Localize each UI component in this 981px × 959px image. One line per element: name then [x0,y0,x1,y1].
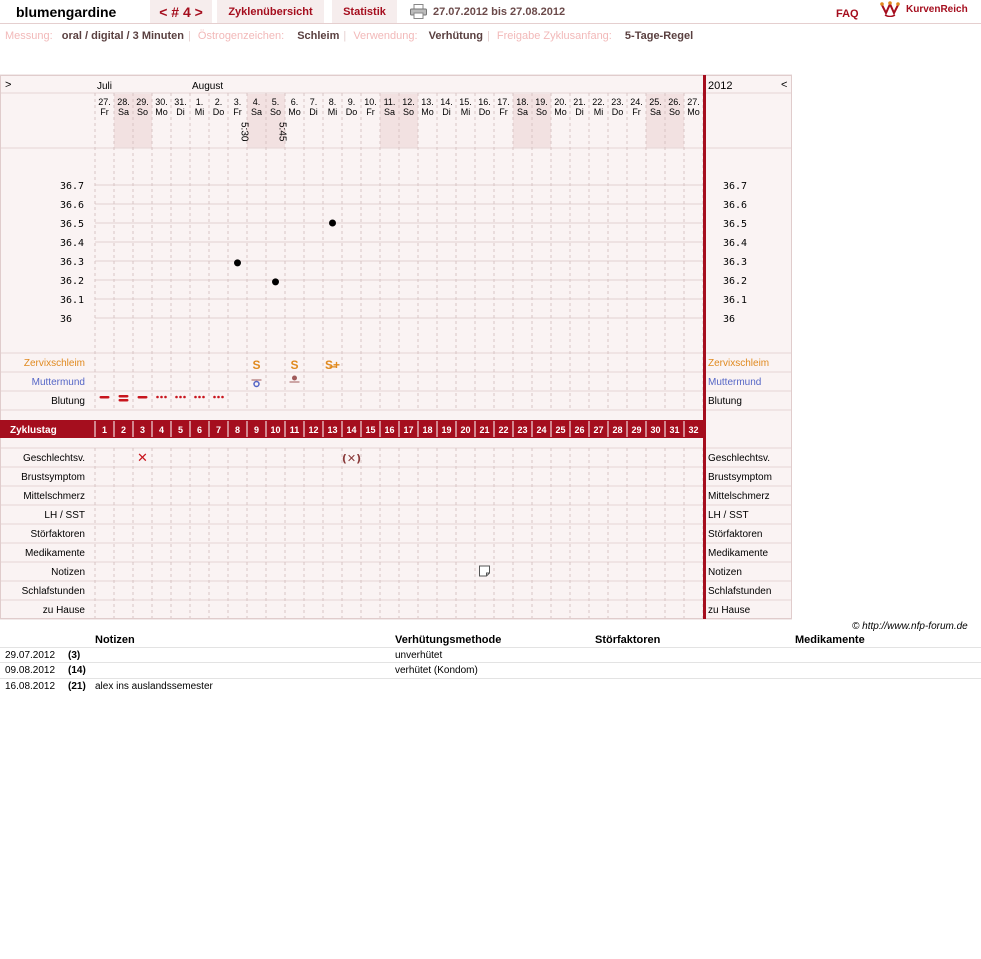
cycle-day-number: 3 [139,425,146,435]
cycle-navigation[interactable]: < # 4 > [150,0,212,23]
cycle-day-number: 29 [631,425,642,435]
row-day: (3) [68,650,81,661]
cycle-day-number: 14 [346,425,357,435]
bleeding-dot [198,396,201,399]
lower-row-label-right: zu Hause [708,605,751,616]
weekday-label: Do [345,107,358,117]
user-name: blumengardine [16,4,117,20]
y-tick-label-left: 36 [60,314,73,325]
weekday-label: Sa [516,107,529,117]
day-number: 11. [383,97,396,107]
weekday-label: Mo [288,107,301,117]
nav-left-arrow[interactable]: > [5,79,12,91]
day-number: 5. [271,97,280,107]
estrogen-label: Östrogenzeichen: [197,30,285,42]
day-number: 13. [421,97,434,107]
lower-row-label-right: LH / SST [708,510,749,521]
usage-value: Verhütung [428,30,483,42]
bleeding-dot [156,396,159,399]
weekday-label: Fr [499,107,508,117]
row-day: (21) [68,681,86,692]
weekday-label: Di [575,107,584,117]
cervix-label-left: Muttermund [31,377,85,388]
weekday-label: Mo [687,107,700,117]
bleeding-bar [119,395,129,398]
weekday-label: So [535,107,548,117]
day-number: 19. [535,97,548,107]
table-row [0,663,981,679]
cycle-day-number: 19 [441,425,452,435]
cycle-day-number: 26 [574,425,585,435]
cycle-day-number: 7 [215,425,222,435]
lower-row-label-right: Geschlechtsv. [708,453,771,464]
temperature-point [329,220,336,227]
settings-info-bar: Messung: oral / digital / 3 Minuten | Östrogenzeichen: Schleim | Verwendung: Verhütung | Freigabe Zyklusanfang: 5-Tage-Regel [5,30,694,42]
weekday-label: Sa [649,107,662,117]
header-divider [0,23,981,24]
cycle-day-number: 25 [555,425,566,435]
weekday-label: Sa [383,107,396,117]
weekday-label: Do [478,107,491,117]
weekday-label: Di [442,107,451,117]
bleeding-dot [179,396,182,399]
row-method: verhütet (Kondom) [395,665,478,676]
release-value: 5-Tage-Regel [624,30,694,42]
day-number: 4. [252,97,261,107]
bleeding-dot [183,396,186,399]
day-number: 27. [98,97,111,107]
y-tick-label-right: 36.5 [723,219,748,230]
month-label: August [192,81,224,92]
day-number: 29. [136,97,149,107]
user-name-box [0,0,146,23]
nav-right-arrow[interactable]: < [781,79,788,91]
weekday-label: So [402,107,415,117]
cycle-day-number: 22 [498,425,509,435]
row-date: 09.08.2012 [5,665,56,676]
table-row [0,647,981,663]
bleeding-dot [160,396,163,399]
weekday-label: Mi [460,107,471,117]
day-number: 10. [364,97,377,107]
cycle-day-number: 6 [196,425,203,435]
cycle-day-number: 15 [365,425,376,435]
cycle-day-number: 31 [669,425,680,435]
method-header: Verhütungsmethode [395,634,502,646]
weekday-label: Do [611,107,624,117]
cycle-day-number: 21 [479,425,490,435]
y-tick-label-right: 36.6 [723,200,748,211]
day-number: 26. [668,97,681,107]
usage-label: Verwendung: [353,30,418,42]
y-tick-label-right: 36.4 [723,238,748,249]
tab-cycle-overview[interactable]: Zyklenübersicht [217,0,324,23]
row-note: alex ins auslandssemester [95,681,213,692]
weekday-label: Fr [366,107,375,117]
mucus-symbol: S̶+ [324,358,341,372]
lower-row-label-left: Schlafstunden [21,586,85,597]
cycle-day-number: 18 [422,425,433,435]
bleeding-label-left: Blutung [51,396,85,407]
bleeding-bar [119,399,129,402]
y-tick-label-right: 36.2 [723,276,748,287]
day-number: 6. [290,97,299,107]
meds-header: Medikamente [795,634,865,646]
temperature-point [272,278,279,285]
weekday-label: Do [212,107,225,117]
day-number: 3. [233,97,242,107]
weekday-label: Mi [194,107,205,117]
y-tick-label-right: 36.7 [723,181,748,192]
estrogen-value: Schleim [297,30,340,42]
day-number: 24. [630,97,643,107]
y-tick-label-left: 36.5 [60,219,85,230]
weekday-label: Mi [593,107,604,117]
measure-time: 5:45 [276,122,288,142]
cycle-day-number: 24 [536,425,547,435]
lower-row-label-right: Medikamente [708,548,769,559]
weekday-label: Mo [155,107,168,117]
y-tick-label-left: 36.1 [60,295,85,306]
day-number: 20. [554,97,567,107]
weekday-label: Sa [117,107,130,117]
day-number: 9. [347,97,356,107]
bleeding-dot [217,396,220,399]
lower-row-label-left: Medikamente [24,548,85,559]
intercourse-mark: (✕) [341,452,362,465]
cycle-day-number: 8 [234,425,241,435]
cycle-day-number: 20 [460,425,471,435]
y-tick-label-left: 36.7 [60,181,85,192]
bleeding-dot [194,396,197,399]
lower-row-label-right: Mittelschmerz [708,491,770,502]
cycle-day-number: 28 [612,425,623,435]
logo-text: KurvenReich [906,3,968,15]
disturb-header: Störfaktoren [595,634,661,646]
lower-row-label-right: Notizen [708,567,742,578]
mucus-label-right: Zervixschleim [708,358,770,369]
cycle-day-number: 30 [650,425,661,435]
day-number: 21. [573,97,586,107]
y-tick-label-left: 36.6 [60,200,85,211]
cycle-day-number: 2 [120,425,127,435]
cycle-day-number: 27 [593,425,604,435]
cycle-day-number: 10 [270,425,281,435]
mucus-label-left: Zervixschleim [23,358,85,369]
bleeding-dot [202,396,205,399]
measure-value: oral / digital / 3 Minuten [61,30,184,42]
faq-link[interactable]: FAQ [836,8,859,20]
y-tick-label-left: 36.4 [60,238,85,249]
cycle-day-number: 23 [517,425,528,435]
cycle-day-number: 13 [327,425,338,435]
cycle-day-number: 17 [403,425,414,435]
weekday-label: So [136,107,149,117]
release-label: Freigabe Zyklusanfang: [496,30,612,42]
row-day: (14) [68,665,86,676]
chart-divider [703,75,706,619]
cervix-label-right: Muttermund [708,377,762,388]
day-number: 12. [402,97,415,107]
bleeding-bar [138,396,148,399]
intercourse-mark: ✕ [137,451,148,466]
lower-row-label-left: Geschlechtsv. [22,453,85,464]
day-number: 15. [459,97,472,107]
bleeding-dot [175,396,178,399]
lower-row-label-left: LH / SST [44,510,85,521]
day-number: 7. [309,97,318,107]
weekday-label: Mi [327,107,338,117]
lower-row-label-right: Störfaktoren [708,529,763,540]
bleeding-label-right: Blutung [708,396,742,407]
cycle-day-number: 9 [253,425,260,435]
weekday-label: Mo [554,107,567,117]
cycle-day-label: Zyklustag [10,425,57,436]
cycle-day-number: 32 [688,425,699,435]
weekday-label: Di [176,107,185,117]
y-tick-label-right: 36.3 [723,257,748,268]
y-tick-label-left: 36.3 [60,257,85,268]
lower-row-label-right: Schlafstunden [708,586,772,597]
lower-row-label-right: Brustsymptom [708,472,772,483]
mucus-symbol: S [252,358,261,372]
weekday-label: So [668,107,681,117]
bleeding-bar [100,396,110,399]
y-tick-label-right: 36 [723,314,736,325]
chart-background [0,75,792,619]
lower-row-label-left: Störfaktoren [30,529,85,540]
lower-row-label-left: zu Hause [42,605,85,616]
weekday-label: So [269,107,282,117]
day-number: 28. [117,97,130,107]
month-label: Juli [97,81,113,92]
measure-label: Messung: [5,30,53,42]
notes-header: Notizen [95,634,135,646]
y-tick-label-left: 36.2 [60,276,85,287]
cycle-day-number: 12 [308,425,319,435]
row-date: 29.07.2012 [5,650,56,661]
mucus-symbol: S [290,358,299,372]
kurvenreich-logo[interactable] [880,1,968,17]
note-icon [480,566,490,576]
day-number: 14. [440,97,453,107]
day-number: 18. [516,97,529,107]
cycle-day-number: 4 [158,425,165,435]
date-range: 27.07.2012 bis 27.08.2012 [433,6,566,18]
table-row [0,679,981,695]
lower-row-label-left: Notizen [51,567,85,578]
lower-row-label-left: Brustsymptom [21,472,85,483]
day-number: 16. [478,97,491,107]
weekday-label: Sa [250,107,263,117]
print-icon[interactable] [410,4,427,19]
bleeding-dot [221,396,224,399]
day-number: 17. [497,97,510,107]
bleeding-dot [164,396,167,399]
day-number: 8. [328,97,337,107]
y-tick-label-right: 36.1 [723,295,748,306]
measure-time: 5:30 [238,122,250,142]
day-number: 30. [155,97,168,107]
day-number: 2. [214,97,223,107]
day-number: 23. [611,97,624,107]
weekday-label: Di [309,107,318,117]
weekday-label: Fr [632,107,641,117]
lower-row-label-left: Mittelschmerz [23,491,85,502]
day-number: 25. [649,97,662,107]
day-number: 1. [195,97,204,107]
day-number: 27. [687,97,700,107]
weekday-label: Fr [233,107,242,117]
crown-logo-icon [880,1,900,17]
cervix-symbol [292,376,297,381]
cycle-day-number: 16 [384,425,395,435]
row-method: unverhütet [395,650,443,661]
cycle-day-number: 11 [289,425,300,435]
cycle-day-number: 5 [177,425,184,435]
day-number: 22. [592,97,605,107]
bleeding-dot [213,396,216,399]
copyright: © http://www.nfp-forum.de [852,621,968,632]
weekday-label: Fr [100,107,109,117]
day-number: 31. [174,97,187,107]
year-label: 2012 [708,80,733,92]
tab-statistics[interactable]: Statistik [332,0,397,23]
weekday-label: Mo [421,107,434,117]
cycle-day-number: 1 [101,425,108,435]
temperature-point [234,259,241,266]
row-date: 16.08.2012 [5,681,56,692]
